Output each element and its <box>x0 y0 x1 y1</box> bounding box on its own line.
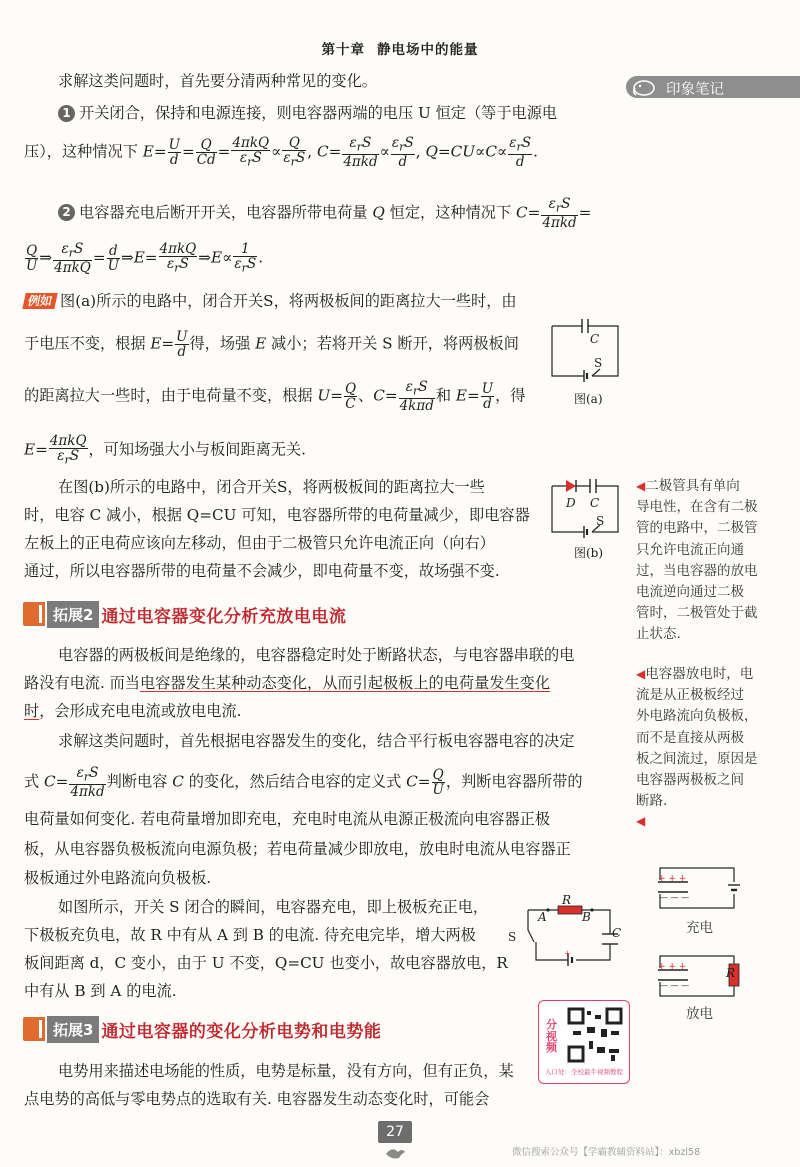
note2-line: 断路. <box>636 793 668 810</box>
video-label: 分视频 <box>546 1018 557 1055</box>
figure-a-circuit <box>540 316 630 386</box>
qr-code-icon <box>567 1007 623 1063</box>
ext2-p3-line4: 中有从 B 到 A 的电流. <box>24 982 177 1000</box>
rc-label-b: B <box>582 910 591 924</box>
extension-3-heading <box>23 1014 381 1044</box>
sidebar-note-2 <box>636 666 758 829</box>
ext2-p3-line2: 下极板充负电，故 R 中有从 A 到 B 的电流. 待充电完毕，增大两极 <box>24 926 476 944</box>
example-line2: 于电压不变，根据 E= $\frac{U}{d}$ 得，场强 E 减小；若将开关 S 断开，将两极板间 <box>24 329 519 361</box>
ext2-p2-line5: 极板通过外电路流向负极板. <box>24 869 212 887</box>
example-line4: E= 4πkQ $\varepsilon_rS$ ，可知场强大小与板间距离无关. <box>24 433 306 467</box>
footer-text: 微信搜索公众号【学霸教辅资料站】：xbzl58 <box>512 1147 701 1158</box>
case1-line1 <box>58 104 557 122</box>
para-b-line1: 在图(b)所示的电路中，闭合开关S，将两极板间的距离拉大一些 <box>58 478 485 496</box>
chapter-label: 第十章 <box>321 42 365 58</box>
case1-prefix: 压），这种情况下 <box>24 142 138 161</box>
note1-line: 过，当电容器的放电 <box>636 562 758 579</box>
figure-a-caption: 图(a) <box>574 392 603 406</box>
ext2-p2-line3: 电荷量如何变化. 若电荷量增加即充电，充电时电流从电源正极流向电容器正极 <box>24 810 551 828</box>
page-header <box>0 38 800 58</box>
figure-b-caption: 图(b) <box>574 546 604 560</box>
sidebar-note-1 <box>636 478 758 643</box>
figure-a-label-s: S <box>594 356 603 370</box>
triangle-icon: ◀ <box>636 814 646 829</box>
note2-line: 板之间流过，原因是 <box>636 750 758 767</box>
page-number: 27 <box>378 1121 412 1143</box>
extension-3-tag: 拓展3 <box>47 1016 99 1043</box>
triangle-icon: ◀ <box>636 479 646 493</box>
elephant-icon <box>631 78 657 96</box>
example-line1 <box>24 292 517 310</box>
discharge-minus: — — — <box>660 981 690 990</box>
ext2-p1-line2: 路没有电流. 而当电容器发生某种动态变化，从而引起极板上的电荷量发生变化 <box>24 674 551 692</box>
notes-tab-label: 印象笔记 <box>666 82 724 98</box>
discharge-caption: 放电 <box>686 1006 713 1022</box>
ext2-p1-line3: 时，会形成充电电流或放电电流. <box>24 702 242 720</box>
para-b-line3: 左板上的正电荷应该向左移动，但由于二极管只允许电流正向（向右） <box>24 534 495 552</box>
ext2-p3-line3: 板间距离 d，C 变小，由于 U 不变，Q=CU 也变小，故电容器放电，R <box>24 954 508 972</box>
charge-circuit <box>652 862 744 914</box>
ext2-p2-line1: 求解这类问题时，首先根据电容器发生的变化，结合平行板电容器电容的决定 <box>58 732 575 750</box>
example-badge: 例如 <box>22 293 57 309</box>
book-icon <box>23 1017 45 1041</box>
note1-line: 止状态. <box>636 626 681 643</box>
notes-tab <box>626 76 800 98</box>
extension-2-title: 通过电容器变化分析充放电电流 <box>101 606 347 627</box>
rc-label-r: R <box>562 893 572 907</box>
note1-line: 二极管具有单向 <box>645 478 740 494</box>
ext3-p1-line2: 点电势的高低与零电势点的选取有关. 电容器发生动态变化时，可能会 <box>24 1090 490 1108</box>
figure-b-circuit <box>540 476 630 542</box>
case1-line2: 压），这种情况下 E= $\frac{U}{d}$ = $\frac{Q}{Cd}$ = 4πkQ $\varepsilon_rS$ ∝ Q $\varepsilon_rS$ , C= $\varepsilon_rS$ 4πkd ∝ $\varepsilon_rS$ d , Q=CU∝C∝ $\varepsilon_rS$ d . <box>24 135 538 170</box>
case2-number: 2 <box>58 204 75 221</box>
note1-line: 只允许电流正向通 <box>636 541 744 558</box>
case1-text: 开关闭合，保持和电源连接，则电容器两端的电压 U 恒定（等于电源电 <box>79 104 558 122</box>
svg-text:+: + <box>564 949 571 958</box>
note2-line: 电容器放电时，电 <box>645 666 754 682</box>
note1-line: 管的电路中，二极管 <box>636 520 758 537</box>
figure-b-label-c: C <box>590 496 600 510</box>
note2-line: 而不是直接从两极 <box>636 729 744 746</box>
ext3-p1-line1: 电势用来描述电场能的性质，电势是标量，没有方向，但有正负，某 <box>58 1062 514 1080</box>
case2-line1: 2 电容器充电后断开开关，电容器所带电荷量 Q 恒定，这种情况下 C= $\varepsilon_rS$ 4πkd = <box>58 197 591 230</box>
ext2-p3-line1: 如图所示，开关 S 闭合的瞬间，电容器充电，即上极板充正电， <box>58 898 489 916</box>
triangle-icon: ◀ <box>636 667 646 681</box>
ext2-p2-line2: 式 C= $\varepsilon_rS$ 4πkd 判断电容 C 的变化，然后结合电容的定义式 C= $\frac{Q}{U}$ ，判断电容器所带的 <box>24 765 583 800</box>
note1-line: 电流逆向通过二极 <box>636 583 744 600</box>
rc-label-s: S <box>508 930 517 944</box>
charge-minus: — — — <box>660 893 690 902</box>
chapter-title: 静电场中的能量 <box>377 42 479 58</box>
video-caption: 入口处：全校最牛视频教程 <box>545 1068 623 1076</box>
book-icon <box>23 602 45 626</box>
note2-line: 外电路流向负极板， <box>636 708 758 725</box>
bird-icon <box>384 1146 406 1160</box>
note1-line: 管时，二极管处于截 <box>636 605 758 622</box>
extension-2-tag: 拓展2 <box>47 601 99 628</box>
example-text1: 图(a)所示的电路中，闭合开关S，将两极板间的距离拉大一些时，由 <box>60 292 517 310</box>
rc-label-c: C <box>612 926 622 940</box>
example-line3: 的距离拉大一些时，由于电荷量不变，根据 U= $\frac{Q}{C}$ 、C= $\varepsilon_rS$ 4kπd 和 E= $\frac{U}{d}$ ，得 <box>24 379 526 414</box>
ext2-p2-line4: 板，从电容器负极板流向电源负极；若电荷量减少即放电，放电时电流从电容器正 <box>24 840 571 858</box>
extension-3-title: 通过电容器的变化分析电势和电势能 <box>101 1021 382 1042</box>
discharge-plus: + + + <box>658 962 687 972</box>
charge-caption: 充电 <box>686 920 713 936</box>
note1-line: 导电性，在含有二极 <box>636 499 758 516</box>
figure-b-label-d: D <box>566 496 576 510</box>
figure-b-label-s: S <box>596 514 605 528</box>
rc-label-a: A <box>538 910 547 924</box>
para-b-line4: 通过，所以电容器所带的电荷量不会减少，即电荷量不变，故场强不变. <box>24 562 500 580</box>
ext2-p1-line1: 电容器的两极板间是绝缘的，电容器稳定时处于断路状态，与电容器串联的电 <box>58 646 575 664</box>
note2-line: 流是从正极板经过 <box>636 687 744 704</box>
figure-a-label-c: C <box>590 332 600 346</box>
case1-number: 1 <box>58 105 75 122</box>
para-b-line2: 时，电容 C 减小，根据 Q=CU 可知，电容器所带的电荷量减少，即电容器 <box>24 506 530 524</box>
intro-line: 求解这类问题时，首先要分清两种常见的变化。 <box>58 72 377 90</box>
extension-2-heading <box>23 599 346 629</box>
charge-plus: + + + <box>658 874 687 884</box>
case2-line2: $\frac{Q}{U}$ ⇒ $\varepsilon_rS$ 4πkQ = $\frac{d}{U}$ ⇒E= 4πkQ $\varepsilon_rS$ ⇒E∝ 1 $\varepsilon_rS$ . <box>26 241 264 276</box>
discharge-label-r: R <box>726 966 736 980</box>
note2-line: 电容器两极板之间 <box>636 771 744 788</box>
